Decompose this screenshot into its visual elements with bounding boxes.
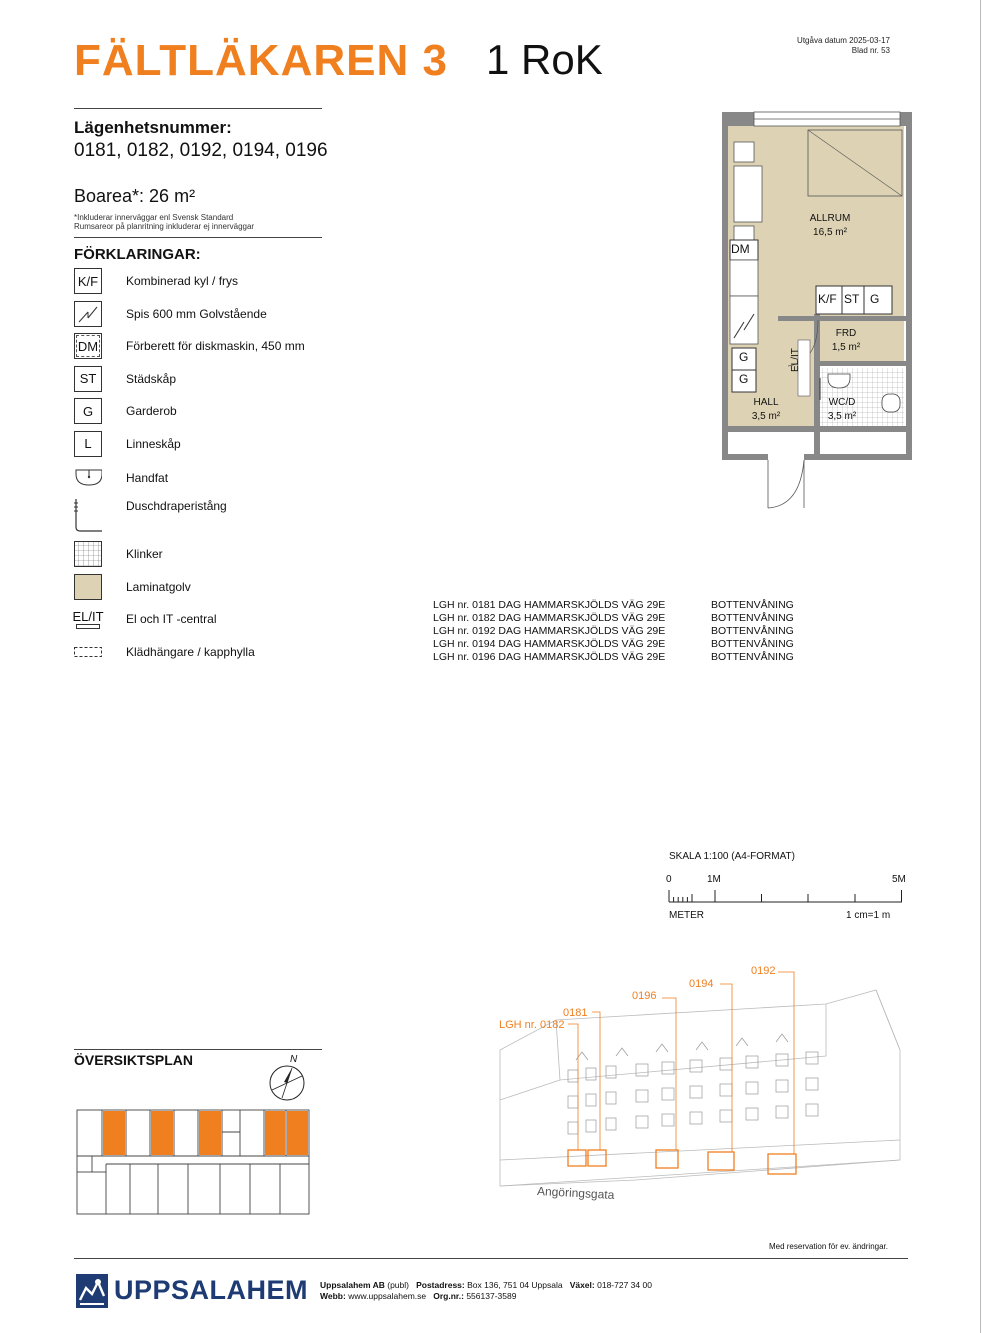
divider [74,108,322,109]
toilet [882,394,900,412]
address-row [433,612,794,625]
company-publ: (publ) [387,1280,409,1290]
address-text: LGH nr. 0181 DAG HAMMARSKJÖLDS VÄG 29E [433,599,666,611]
legend-text: Klinker [126,547,163,561]
legend-text: Klädhängare / kapphylla [126,644,255,659]
sink-icon [828,374,850,388]
legend-item [74,606,374,639]
legend-title: FÖRKLARINGAR: [74,246,201,263]
room-name: FRD [835,328,857,339]
elevation-label-0196: 0196 [632,990,657,1002]
address-text: LGH nr. 0182 DAG HAMMARSKJÖLDS VÄG 29E [433,612,666,624]
scale-tick-5: 5M [892,874,906,885]
elit-symbol [74,606,102,632]
living-area: Boarea*: 26 m² [74,186,196,206]
legend-text: Spis 600 mm Golvstående [126,306,267,321]
room-area: 1,5 m² [831,342,861,353]
uppsalahem-logo-text: UPPSALAHEM [114,1275,309,1305]
address-row [433,638,794,651]
north-label: N [290,1054,298,1065]
floor-text: BOTTENVÅNING [711,599,794,611]
scale-title: SKALA 1:100 (A4-FORMAT) [669,851,795,862]
room-name: HALL [753,397,779,408]
room-name: WC/D [828,397,856,408]
sink-counter [730,260,758,296]
company-info [320,1280,652,1302]
footnote-line-2: Rumsareor på planritning inkluderar ej innerväggar [74,222,255,231]
apartment-number-label: Lägenhetsnummer: [74,118,232,137]
address-list [433,599,794,664]
sheet-meta [797,36,890,56]
entry-door-opening [768,454,804,460]
overview-title: ÖVERSIKTSPLAN [74,1052,194,1068]
divider [74,1049,322,1050]
interior-wall [820,361,906,366]
clothes-rail-icon [74,639,102,665]
company-line-1 [320,1280,652,1291]
building-elevation [496,960,906,1210]
project-title: FÄLTLÄKAREN 3 [74,36,448,85]
phone-number: 018-727 34 00 [597,1280,652,1290]
floor-text: BOTTENVÅNING [711,612,794,624]
floor-plan [718,108,918,520]
sink-icon [74,463,102,489]
address-row [433,625,794,638]
room-name: ALLRUM [809,213,851,224]
elit-text: EL/IT [72,608,104,624]
sheet-number: Blad nr. 53 [851,46,890,55]
laminate-icon [74,574,102,600]
legend-item [74,301,374,334]
plan-g-label: G [739,350,749,364]
legend-item [74,541,374,574]
legend-item [74,499,374,541]
area-footnote [74,213,254,231]
legend-item [74,398,374,431]
scale-ratio: 1 cm=1 m [846,910,891,921]
web-address[interactable]: www.uppsalahem.se [348,1291,427,1301]
table [734,166,762,222]
postal-label: Postadress: [416,1280,465,1290]
legend-text: Laminatgolv [126,579,191,594]
compass-icon [268,1064,306,1102]
g-symbol: G [74,398,102,424]
legend-item [74,574,374,607]
legend-item [74,639,374,672]
apartment-type: 1 RoK [486,36,603,83]
scale-unit: METER [669,910,704,921]
shower-rail-icon [74,499,102,535]
entry-door [768,460,804,508]
footer-divider [74,1258,908,1259]
legend-text: Förberett för diskmaskin, 450 mm [126,339,305,353]
uppsalahem-logo-icon [76,1274,108,1308]
phone-label: Växel: [569,1280,595,1290]
interior-wall [728,426,906,432]
floor-text: BOTTENVÅNING [711,638,794,650]
stove-icon [74,301,102,327]
l-symbol: L [74,431,102,457]
plan-dm-label: DM [731,242,750,256]
legend-item [74,366,374,399]
org-label: Org.nr.: [433,1291,464,1301]
issue-date: Utgåva datum 2025-03-17 [797,36,890,45]
room-allrum [790,212,870,240]
room-area: 16,5 m² [813,227,847,238]
address-row [433,651,794,664]
legend [74,268,374,671]
tile-icon [74,541,102,567]
address-text: LGH nr. 0192 DAG HAMMARSKJÖLDS VÄG 29E [433,625,666,637]
reservation-note: Med reservation för ev. ändringar. [768,1242,888,1251]
legend-item [74,463,374,499]
legend-text: Garderob [126,404,177,418]
legend-item [74,268,374,301]
scale-tick-0: 0 [666,874,672,885]
room-hall [740,396,792,424]
dm-symbol: DM [74,333,102,359]
plan-elit-label: EL/IT [790,348,801,372]
divider [74,237,322,238]
elevation-label-0182: LGH nr. 0182 [499,1019,565,1031]
web-label: Webb: [320,1291,346,1301]
plan-g-label: G [870,292,880,306]
overview-plan [76,1108,312,1216]
legend-text: Kombinerad kyl / frys [126,274,239,288]
elevation-label-0181: 0181 [563,1007,588,1019]
postal-address: Box 136, 751 04 Uppsala [467,1280,563,1290]
floor-text: BOTTENVÅNING [711,625,794,637]
elit-box [76,624,100,629]
apartment-numbers: 0181, 0182, 0192, 0194, 0196 [74,140,328,161]
elevation-label-0192: 0192 [751,965,776,977]
legend-text: Handfat [126,471,169,485]
interior-wall [778,316,906,321]
kf-symbol: K/F [74,268,102,294]
room-area: 3,5 m² [751,411,781,422]
legend-text: Linneskåp [126,436,181,451]
legend-text: Städskåp [126,371,177,386]
company-name: Uppsalahem AB [320,1280,385,1290]
floor-text: BOTTENVÅNING [711,651,794,663]
legend-text: El och IT -central [126,612,217,626]
elevation-label-0194: 0194 [689,978,714,990]
room-area: 3,5 m² [827,411,857,422]
room-wc [818,396,866,424]
room-frd [818,327,874,355]
legend-item [74,333,374,366]
legend-item [74,431,374,464]
st-symbol: ST [74,366,102,392]
plan-kf-label: K/F [818,292,837,306]
address-text: LGH nr. 0196 DAG HAMMARSKJÖLDS VÄG 29E [433,651,666,663]
plan-g-label: G [739,372,749,386]
company-line-2 [320,1291,652,1302]
scale-tick-1: 1M [707,874,721,885]
address-text: LGH nr. 0194 DAG HAMMARSKJÖLDS VÄG 29E [433,638,666,650]
address-row [433,599,794,612]
footnote-line-1: *Inkluderar innerväggar enl Svensk Standard [74,213,234,222]
org-number: 556137-3589 [466,1291,517,1301]
legend-text: Duschdraperistång [126,499,227,513]
street-label: Angöringsgata [536,1183,615,1203]
plan-st-label: ST [844,292,860,306]
scale-bar [668,887,904,905]
